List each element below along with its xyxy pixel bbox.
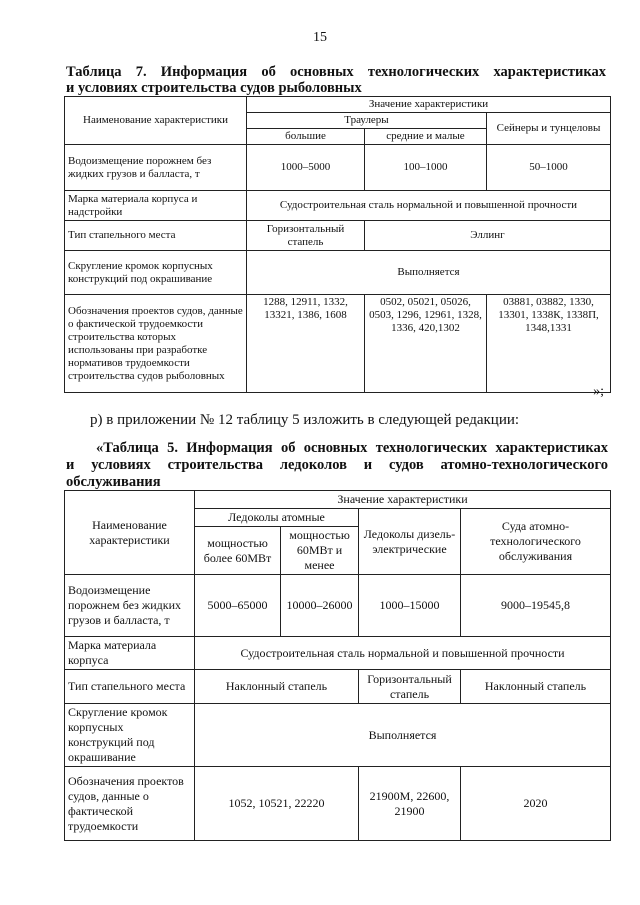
cell: Судостроительная сталь нормальной и повышенной прочности [195,637,611,670]
table-row [65,575,611,637]
row-label: Тип стапельного места [65,221,247,251]
cell: 21900М, 22600, 21900 [359,767,461,841]
closing-quote: »; [593,384,604,399]
table7-header-value: Значение характеристики [247,97,611,113]
cell: 9000–19545,8 [461,575,611,637]
row-label: Тип стапельного места [65,670,195,704]
table5-title-line1: «Таблица 5. Информация об основных технологических характеристиках [96,440,608,456]
table5 [64,490,611,841]
table-row [65,767,611,841]
table7-title-line2: и условиях строительства судов рыболовных [66,80,362,96]
table5-header-power-under: мощностью 60МВт и менее [281,527,359,575]
row-label: Марка материала корпуса и надстройки [65,191,247,221]
table-row [65,670,611,704]
amendment-paragraph: р) в приложении № 12 таблицу 5 изложить в следующей редакции: [90,412,520,428]
cell: 1052, 10521, 22220 [195,767,359,841]
cell: 5000–65000 [195,575,281,637]
cell: Эллинг [365,221,611,251]
row-label: Водоизмещение порожнем без жидких грузов и балласта, т [65,575,195,637]
table7-header-trawlers: Траулеры [247,113,487,129]
table7-header-seiners: Сейнеры и тунцеловы [487,113,611,145]
table-row [65,704,611,767]
table5-title-line2: и условиях строительства ледоколов и судов атомно-технологического [66,457,608,473]
cell: Судостроительная сталь нормальной и повышенной прочности [247,191,611,221]
table7-header-name: Наименование характеристики [65,97,247,145]
cell: Наклонный стапель [195,670,359,704]
row-label: Обозначения проектов судов, данные о фактической трудоемкости [65,767,195,841]
cell: Горизонтальный стапель [247,221,365,251]
cell: 03881, 03882, 1330, 13301, 1338К, 1338П, 1348,1331 [487,295,611,393]
table-row [65,145,611,191]
table5-header-name: Наименование характеристики [65,491,195,575]
table5-header-diesel: Ледоколы дизель-электрические [359,509,461,575]
table7 [64,96,611,393]
page-number: 15 [313,30,327,45]
cell: 50–1000 [487,145,611,191]
table-row [65,191,611,221]
table7-title [66,64,606,96]
row-label: Обозначения проектов судов, данные о фактической трудоемкости строительства которых использованы при разработке нормативов трудоемкости строительства судов рыболовных [65,295,247,393]
cell: 1288, 12911, 1332, 13321, 1386, 1608 [247,295,365,393]
cell: Наклонный стапель [461,670,611,704]
row-label: Скругление кромок корпусных конструкций под окрашивание [65,704,195,767]
table-row [65,221,611,251]
row-label: Водоизмещение порожнем без жидких грузов и балласта, т [65,145,247,191]
cell: Горизонтальный стапель [359,670,461,704]
table-row [65,251,611,295]
cell: Выполняется [247,251,611,295]
table5-title [66,440,608,491]
table7-title-line1: Таблица 7. Информация об основных технологических характеристиках [66,64,606,80]
cell: 1000–5000 [247,145,365,191]
cell: 0502, 05021, 05026, 0503, 1296, 12961, 1328, 1336, 420,1302 [365,295,487,393]
row-label: Марка материала корпуса [65,637,195,670]
table7-header-large: большие [247,129,365,145]
table7-header-medium-small: средние и малые [365,129,487,145]
table5-header-power-over: мощностью более 60МВт [195,527,281,575]
table-row [65,295,611,393]
cell: 1000–15000 [359,575,461,637]
table5-header-service: Суда атомно-технологического обслуживания [461,509,611,575]
cell: 100–1000 [365,145,487,191]
cell: 2020 [461,767,611,841]
row-label: Скругление кромок корпусных конструкций под окрашивание [65,251,247,295]
table5-header-nuclear: Ледоколы атомные [195,509,359,527]
table5-title-line3: обслуживания [66,474,161,490]
table-row [65,637,611,670]
cell: 10000–26000 [281,575,359,637]
cell: Выполняется [195,704,611,767]
table5-header-value: Значение характеристики [195,491,611,509]
